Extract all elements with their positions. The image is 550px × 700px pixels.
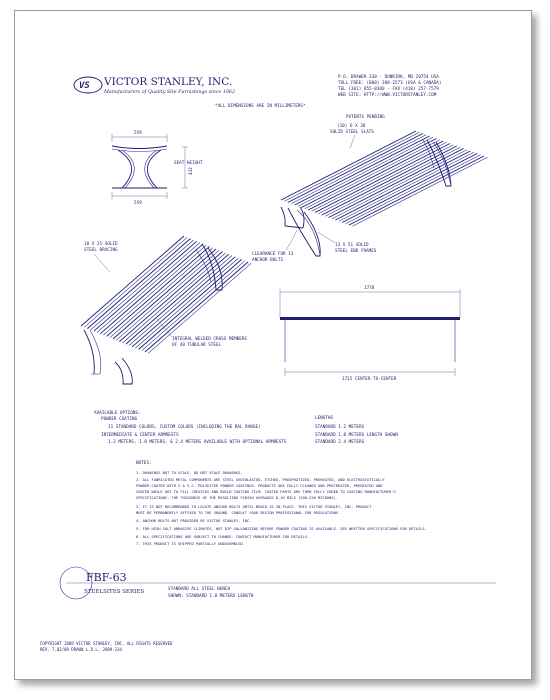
side-view [280,285,460,382]
frames-callout-line: STEEL END FRAMES [335,249,377,254]
slats-callout-line: SOLID STEEL SLATS [330,130,374,135]
note-line: MUST BE PERMANENTLY AFFIXED TO THE GROUND. CONSULT YOUR DESIGN PROFESSIONAL FOR REGULATIONS. [136,511,341,515]
logo-letters: VS [79,81,90,91]
lengths-title: LENGTHS [315,416,334,421]
notes-title: NOTES: [136,461,152,466]
end-view [112,130,203,206]
product-description: SHOWN: STANDARD 1.8 METERS LENGTH [168,594,254,599]
notes-block [136,460,427,546]
slat-line [103,245,206,335]
option-item: INTERMEDIATE & CENTER ARMRESTS [101,433,179,438]
bracing-callout-line: STEEL BRACING [84,248,118,253]
patents-callout: PATENTS PENDING [346,115,385,120]
slat-line [91,240,194,330]
title-block [60,567,496,599]
address-line: P.O. DRAWER 330 · DUNKIRK, MD 20754 USA [338,75,439,80]
end-view-base-width: 559 [134,201,142,206]
seat-height-label: SEAT HEIGHT [174,161,203,166]
slat-line [139,259,242,349]
seat-height-value: 432 [189,167,194,175]
units-note: *ALL DIMENSIONS ARE IN MILLIMETERS* [215,104,306,109]
slat-line [107,246,210,336]
revision: REV. 7.02/09 DRAWN L.D.L. 2009-234 [40,647,122,652]
end-view-top-width: 559 [134,131,142,136]
length-item: STANDARD 1.8 METERS LENGTH SHOWN [315,433,398,438]
clearance-callout-line: CLEARANCE FOR 13 [252,252,294,257]
frames-callout-line: 13 X 51 SOLID [335,243,369,248]
length-item: STANDARD 2.4 METERS [315,440,365,445]
options-block [94,410,287,445]
note-line: 2. ALL FABRICATED METAL COMPONENTS ARE STEEL SHOTBLASTED, ETCHED, PHOSPHATIZED, PREHEATED, AND ELECTROSTATICALLY [136,478,385,482]
overall-length: 1778 [364,286,375,291]
footer [40,641,173,652]
option-item: 11 STANDARD COLORS, CUSTOM COLORS (INCLUDING THE RAL RANGE) [108,425,261,430]
seat-slats [281,131,487,226]
note-line: POWDER-COATED WITH V & S.C. POLYESTER POWDER COATINGS. PRODUCTS ARE FULLY CLEANED AND PRETREATED, PREHEATED AND [136,484,383,488]
note-line: 7. THIS PRODUCT IS SHIPPED PARTIALLY UNASSEMBLED. [136,542,245,546]
slat-line [97,243,200,333]
options-title: AVAILABLE OPTIONS: [94,411,141,416]
note-line: 4. ANCHOR BOLTS NOT PROVIDED BY VICTOR STANLEY, INC. [136,519,252,523]
slat-line [123,253,226,343]
note-line: 3. IT IS NOT RECOMMENDED TO LOCATE ANCHOR BOLTS UNTIL BENCH IS IN PLACE. THIS VICTOR STANLEY, INC. PRODUCT [136,505,372,509]
note-line: 5. FOR HIGH SALT ABRASIVE CLIMATES, HOT DIP GALVANIZING BEFORE POWDER COATING IS AVAILABLE. SEE WRITTEN SPECIFICATIONS FOR DETAILS. [136,527,427,531]
length-item: STANDARD 1.2 METERS [315,425,365,430]
company-address [338,74,441,98]
note-line: SPECIFICATIONS. THE THICKNESS OF THE RESULTING FINISH AVERAGES 8-10 MILS (200-250 MICRONS). [136,496,339,500]
product-description: STANDARD ALL STEEL BENCH [168,587,231,592]
address-line: WEB SITE: HTTP://WWW.VICTORSTANLEY.COM [338,93,437,98]
slat-line [135,258,238,348]
bracing-callout-line: 10 X 25 SOLID [84,242,118,247]
isometric-view-upper [252,114,487,263]
note-line: COATED WHILE HOT TO FILL CREVICES AND BUILD COATING FILM. COATED PARTS ARE THEN FULLY CURED TO COATING MANUFACTURER'S [136,490,396,494]
address-line: TEL (301) 855-8300 · FAX (410) 257-7579 [338,87,439,92]
company-name: VICTOR STANLEY, INC. [104,76,233,88]
slat-line [119,252,222,342]
address-line: TOLL FREE: (800) 368-2573 (USA & CANADA) [338,81,442,86]
slats-callout-line: (10) 6 X 38 [337,124,366,129]
isometric-view-lower [81,236,251,384]
company-tagline: Manufacturers of Quality Site Furnishings since 1962 [104,90,236,95]
option-item: 1.2 METERS, 1.8 METERS, & 2.4 METERS AVAILABLE WITH OPTIONAL ARMRESTS [108,440,287,445]
center-to-center: 1715 CENTER-TO-CENTER [342,377,397,382]
slat-line [94,241,197,331]
company-logo [74,77,102,93]
model-number: FBF-63 [86,571,127,584]
slat-line [113,249,216,339]
slat-line [129,256,232,346]
slat-line [126,254,229,344]
note-line: 1. DRAWINGS NOT TO SCALE. DO NOT SCALE DRAWINGS. [136,471,243,475]
series-name: STEELSITES SERIES [84,589,145,595]
cross-members-callout-line: OF 48 TUBULAR STEEL [172,343,222,348]
slat-line [100,244,203,334]
copyright: COPYRIGHT 2009 VICTOR STANLEY, INC. ALL RIGHTS RESERVED [40,641,173,646]
seat-slats [81,236,251,353]
cross-members-callout-line: INTEGRAL WELDED CROSS MEMBERS [172,337,248,342]
slat-line [116,250,219,340]
option-item: POWDER COATING [101,417,138,422]
lengths-block [315,415,398,445]
note-line: 6. ALL SPECIFICATIONS ARE SUBJECT TO CHANGE. CONTACT MANUFACTURER FOR DETAILS. [136,535,310,539]
clearance-callout-line: ANCHOR BOLTS [252,258,284,263]
